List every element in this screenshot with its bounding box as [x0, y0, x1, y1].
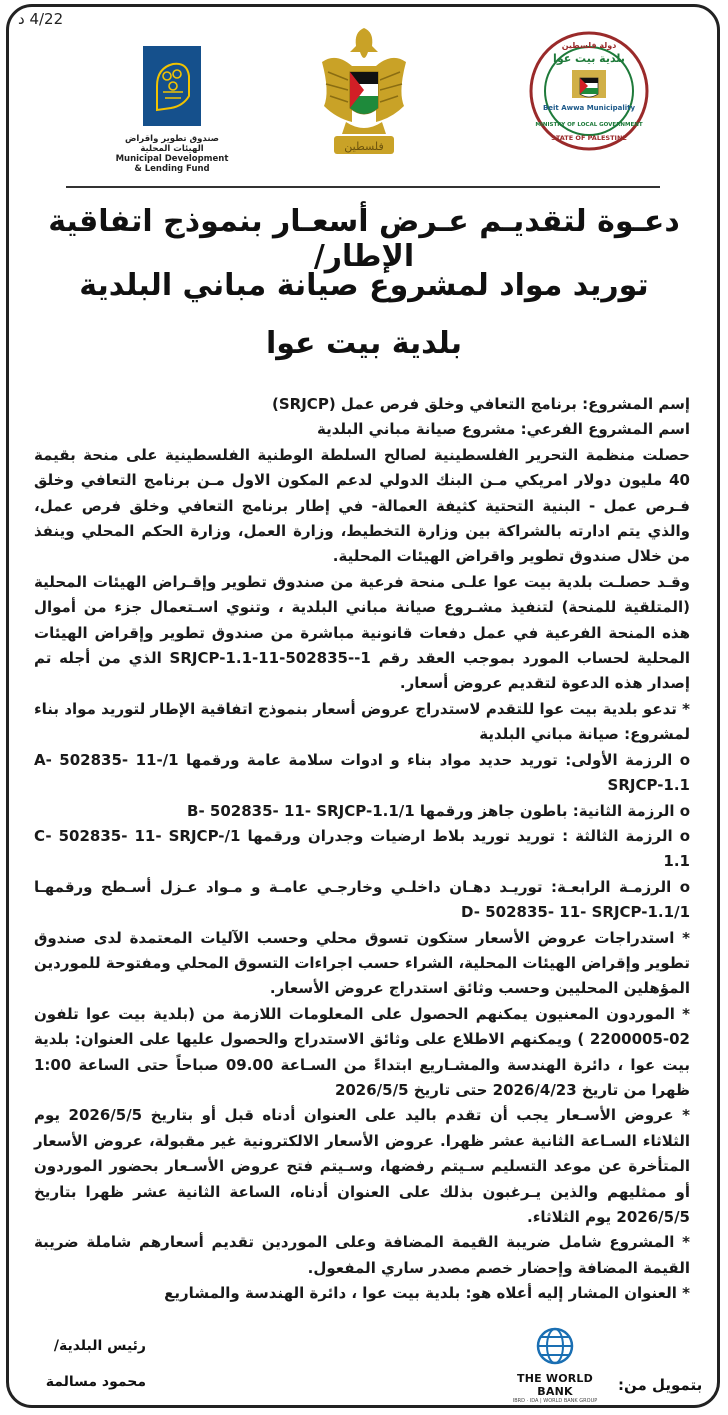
palestine-eagle-emblem — [316, 22, 412, 162]
title-line-2: توريد مواد لمشروع صيانة مباني البلدية — [79, 268, 649, 303]
signature-name: محمود مسالمة — [45, 1374, 146, 1390]
world-bank-sub: IBRD · IDA | WORLD BANK GROUP — [512, 1398, 598, 1404]
submission-paragraph: * عروض الأسـعار يجب أن تقدم باليد على العنوان أدناه قبل أو بتاريخ 2026/5/5 يوم الثلاثاء السـاعة الثانية عشر ظهرا. عروض الأسعار الالكترونية غير مقبولة، عروض الأسعار المتأخرة عن موعد التسليم سـيتم رفضها، وسـيتم فتح عروض الأسـعار بحضور الموردون أو ممثليهم والذين يـرغبون بذلك على العنوان أدناه، الساعة الثانية عشر ظهرا بتاريخ 2026/5/5 يوم الثلاثاء. — [34, 1106, 690, 1226]
mdlf-caption-en: Municipal Development & Lending Fund — [115, 154, 229, 174]
package-4: o الرزمـة الرابعـة: توريـد دهـان داخلـي وخارجـي عامـة و مـواد عـزل أسـطح ورقمهـا 1/D- 502835- 11- SRJCP-1.1 — [34, 877, 690, 922]
invitation-paragraph: * تدعو بلدية بيت عوا للتقدم لاستدراج عروض أسعار بنموذج اتفاقية الإطار لتوريد مواد بناء لمشروع: صيانة مباني البلدية — [34, 699, 690, 744]
address-paragraph: * العنوان المشار إليه أعلاه هو: بلدية بيت عوا ، دائرة الهندسة والمشاريع — [164, 1284, 690, 1303]
seal-name-ar: بلدية بيت عوا — [553, 52, 625, 65]
project-name: إسم المشروع: برنامج التعافي وخلق فرص عمل (SRJCP) — [272, 395, 690, 413]
signature-role: رئيس البلدية/ — [53, 1338, 146, 1354]
title-line-3: بلدية بيت عوا — [265, 326, 463, 361]
seal-top-text: دولة فلسطين — [561, 41, 617, 50]
seal-state: STATE OF PALESTINE — [551, 134, 627, 142]
procurement-paragraph: * استدراجات عروض الأسعار ستكون تسوق محلي وحسب الآليات المعتمدة لدى صندوق تطوير وإقراض الهيئات المحلية، الشراء حسب اجراءات التسوق المحلي ومفتوحة للموردين المؤهلين المحليين وحسب وثائق استدراج عروض الأسعار. — [34, 928, 690, 998]
funding-paragraph: حصلت منظمة التحرير الفلسطينية لصالح السلطة الوطنية الفلسطينية على منحة بقيمة 40 مليون دولار امريكي مـن البنك الدولي لدعم المكون الاول مـن برنامج التعافي وخلق فـرص عمل - البنية التحتية كثيفة العمالة- في إطار برنامج التعافي وخلق فرص عمل، والذي يتم ادارته بالشراكة بين وزارة التخطيط، وزارة العمل، وزارة الحكم المحلي وينفذ من خلال صندوق تطوير واقراض الهيئات المحلية. — [34, 445, 690, 566]
world-bank-logo — [506, 1326, 604, 1404]
package-1: o الرزمة الأولى: توريد حديد مواد بناء و ادوات سلامة عامة ورقمها 1/A- 502835- 11- SRJCP-1.1 — [34, 750, 690, 795]
title-line-1: دعـوة لتقديـم عـرض أسعـار بنموذج اتفاقية الإطار/ — [48, 204, 680, 274]
mdlf-logo-icon — [143, 46, 201, 126]
package-2: o الرزمة الثانية: باطون جاهز ورقمها 1/B- 502835- 11- SRJCP-1.1 — [187, 801, 690, 820]
subproject-name: اسم المشروع الفرعي: مشروع صيانة مباني البلدية — [316, 420, 690, 439]
announcement-body — [34, 392, 690, 1307]
globe-icon — [535, 1326, 575, 1366]
header-divider — [66, 186, 660, 188]
grant-paragraph: وقـد حصلـت بلدية بيت عوا علـى منحة فرعية من صندوق تطوير وإقـراض الهيئات المحلية (المتلقية للمنحة) لتنفيذ مشـروع صيانة مباني البلدية ، وتنوي اسـتعمال جزء من أموال هذه المنحة الفرعية في عمل دفعات قانونية مباشرة من صندوق تطوير وإقراض الهيئات المحلية لحساب المورد بموجب العقد رقم SRJCP-1.1-11-502835--1 الذي من أجله تم إصدار هذه الدعوة لتقديم عروض أسعار. — [34, 572, 690, 693]
emblem-scroll-text: فلسطين — [344, 140, 384, 153]
page-number: 4/22 د — [18, 10, 64, 28]
world-bank-name: THE WORLD BANK — [517, 1372, 593, 1398]
seal-name-en: Beit Awwa Municipality — [542, 104, 636, 112]
mdlf-logo — [112, 46, 232, 174]
package-3: o الرزمة الثالثة : توريد توريد بلاط ارضيات وجدران ورقمها 1/C- 502835- 11- SRJCP-1.1 — [34, 826, 690, 871]
contact-paragraph: * الموردون المعنيون يمكنهم الحصول على المعلومات اللازمة من (بلدية بيت عوا تلفون 02-2200005 ) ويمكنهم الاطلاع على وثائق الاستدراج والحصول عليها على العنوان: بلدية بيت عوا ، دائرة الهندسة والمشـاريع ابتداءً من السـاعة 09.00 صباحاً حتى الساعة 1:00 ظهرا من تاريخ 2026/4/23 حتى تاريخ 2026/5/5 — [34, 1004, 690, 1099]
vat-paragraph: * المشروع شامل ضريبة القيمة المضافة وعلى الموردين تقديم أسعارهم شاملة ضريبة القيمة المضافة وإحضار خصم مصدر ساري المفعول. — [34, 1233, 690, 1277]
seal-ministry: MINISTRY OF LOCAL GOVERNMENT — [535, 122, 643, 128]
mdlf-caption-ar: صندوق تطوير واقراض الهيئات المحلية — [124, 134, 220, 154]
funded-by-label: بتمويل من: — [618, 1376, 703, 1394]
beit-awwa-municipality-seal — [528, 30, 650, 152]
